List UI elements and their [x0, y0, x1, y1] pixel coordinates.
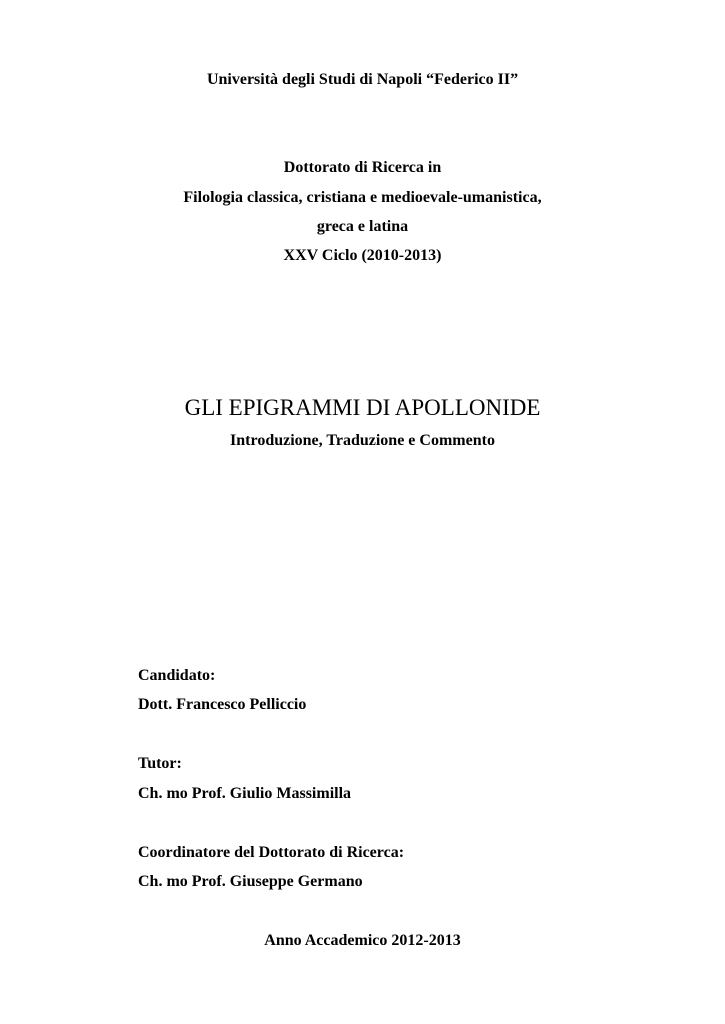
phd-program-line-1: Dottorato di Ricerca in	[283, 159, 442, 176]
tutor-label: Tutor:	[138, 755, 182, 772]
phd-program-line-2: Filologia classica, cristiana e medioevale-umanistica,	[183, 189, 542, 206]
coordinator-label: Coordinatore del Dottorato di Ricerca:	[138, 844, 405, 861]
academic-year: Anno Accademico 2012-2013	[264, 932, 461, 949]
thesis-subtitle: Introduzione, Traduzione e Commento	[230, 432, 495, 449]
candidate-label: Candidato:	[138, 667, 216, 684]
university-name: Università degli Studi di Napoli “Federico II”	[206, 71, 519, 88]
coordinator-name: Ch. mo Prof. Giuseppe Germano	[138, 873, 363, 890]
candidate-name: Dott. Francesco Pelliccio	[138, 696, 307, 713]
phd-cycle: XXV Ciclo (2010-2013)	[283, 247, 442, 264]
thesis-title: GLI EPIGRAMMI DI APOLLONIDE	[184, 395, 541, 420]
phd-program-line-3: greca e latina	[316, 218, 409, 235]
tutor-name: Ch. mo Prof. Giulio Massimilla	[138, 785, 352, 802]
